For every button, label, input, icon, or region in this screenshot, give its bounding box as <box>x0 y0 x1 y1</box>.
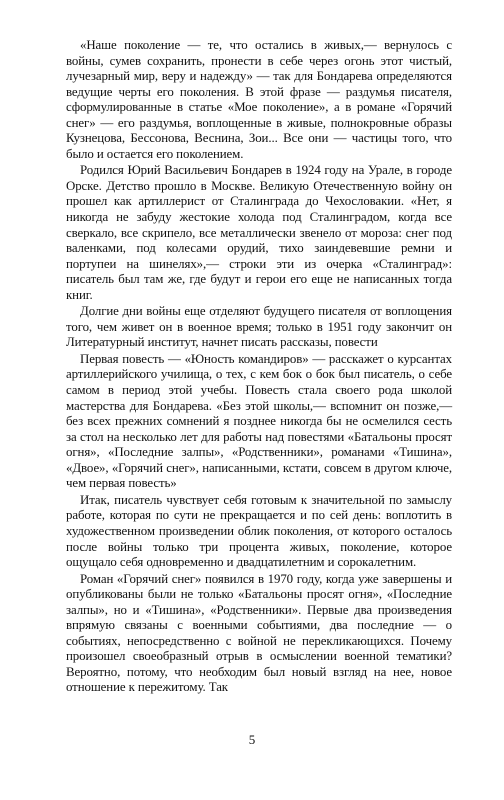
page-body <box>66 38 452 696</box>
paragraph-4: Первая повесть — «Юность командиров» — расскажет о курсантах артиллерийского училища, о тех, с кем бок о бок был писатель, о себе самом в период этой учебы. Повесть стала своего рода школой мастерства для Бондарева. «Без этой школы,— вспомнит он позже,— без всех прежних сомнений я позднее никогда бы не осмелился сесть за стол на несколько лет для работы над повестями «Батальоны просят огня», «Последние залпы», «Родственники», романами «Тишина», «Двое», «Горячий снег», написанными, кстати, совсем в другом ключе, чем первая повесть» <box>66 351 452 491</box>
paragraph-5: Итак, писатель чувствует себя готовым к значительной по замыслу работе, которая по сути не прекращается и по сей день: воплотить в художественном произведении облик поколения, от которого осталось после войны только три процента живых, поколение, которое ощущало себя одновременно и двадцатилетним и сорокалетним. <box>66 492 452 570</box>
paragraph-2: Родился Юрий Васильевич Бондарев в 1924 году на Урале, в городе Орске. Детство прошло в Москве. Великую Отечественную войну он прошел как артиллерист от Сталинграда до Чехословакии. «Нет, я никогда не забуду жестокие холода под Сталинградом, когда все сверкало, все скрипело, все металлически звенело от мороза: снег под валенками, под колесами орудий, тихо заиндевевшие ремни и портупеи на шинелях»,— строки эти из очерка «Сталинград»: писатель был там же, где будут и герои его еще не написанных тогда книг. <box>66 163 452 302</box>
page-number: 5 <box>248 732 256 747</box>
paragraph-6: Роман «Горячий снег» появился в 1970 году, когда уже завершены и опубликованы были не только «Батальоны просят огня», «Последние залпы», но и «Тишина», «Родственники». Первые два произведения впрямую связаны с военными событиями, два последние — о событиях, непосредственно с войной не перекликающихся. Почему произошел своеобразный отрыв в осмыслении военной тематики? Вероятно, потому, что необходим был новый взгляд на нее, новое отношение к пережитому. Так <box>66 571 452 695</box>
paragraph-1: «Наше поколение — те, что остались в живых,— вернулось с войны, сумев сохранить, пронести в себе через огонь этот чистый, лучезарный мир, веру и надежду» — так для Бондарева определяются ведущие черты его поколения. В этой фразе — раздумья писателя, сформулированные в статье «Мое поколение», а в романе «Горячий снег» — его раздумья, воплощенные в живые, полнокровные образы Кузнецова, Бессонова, Веснина, Зои... Все они — частицы того, что было и остается его поколением. <box>66 38 452 161</box>
paragraph-3: Долгие дни войны еще отделяют будущего писателя от воплощения того, чем живет он в военное время; только в 1951 году закончит он Литературный институт, начнет писать рассказы, повести <box>66 304 452 350</box>
